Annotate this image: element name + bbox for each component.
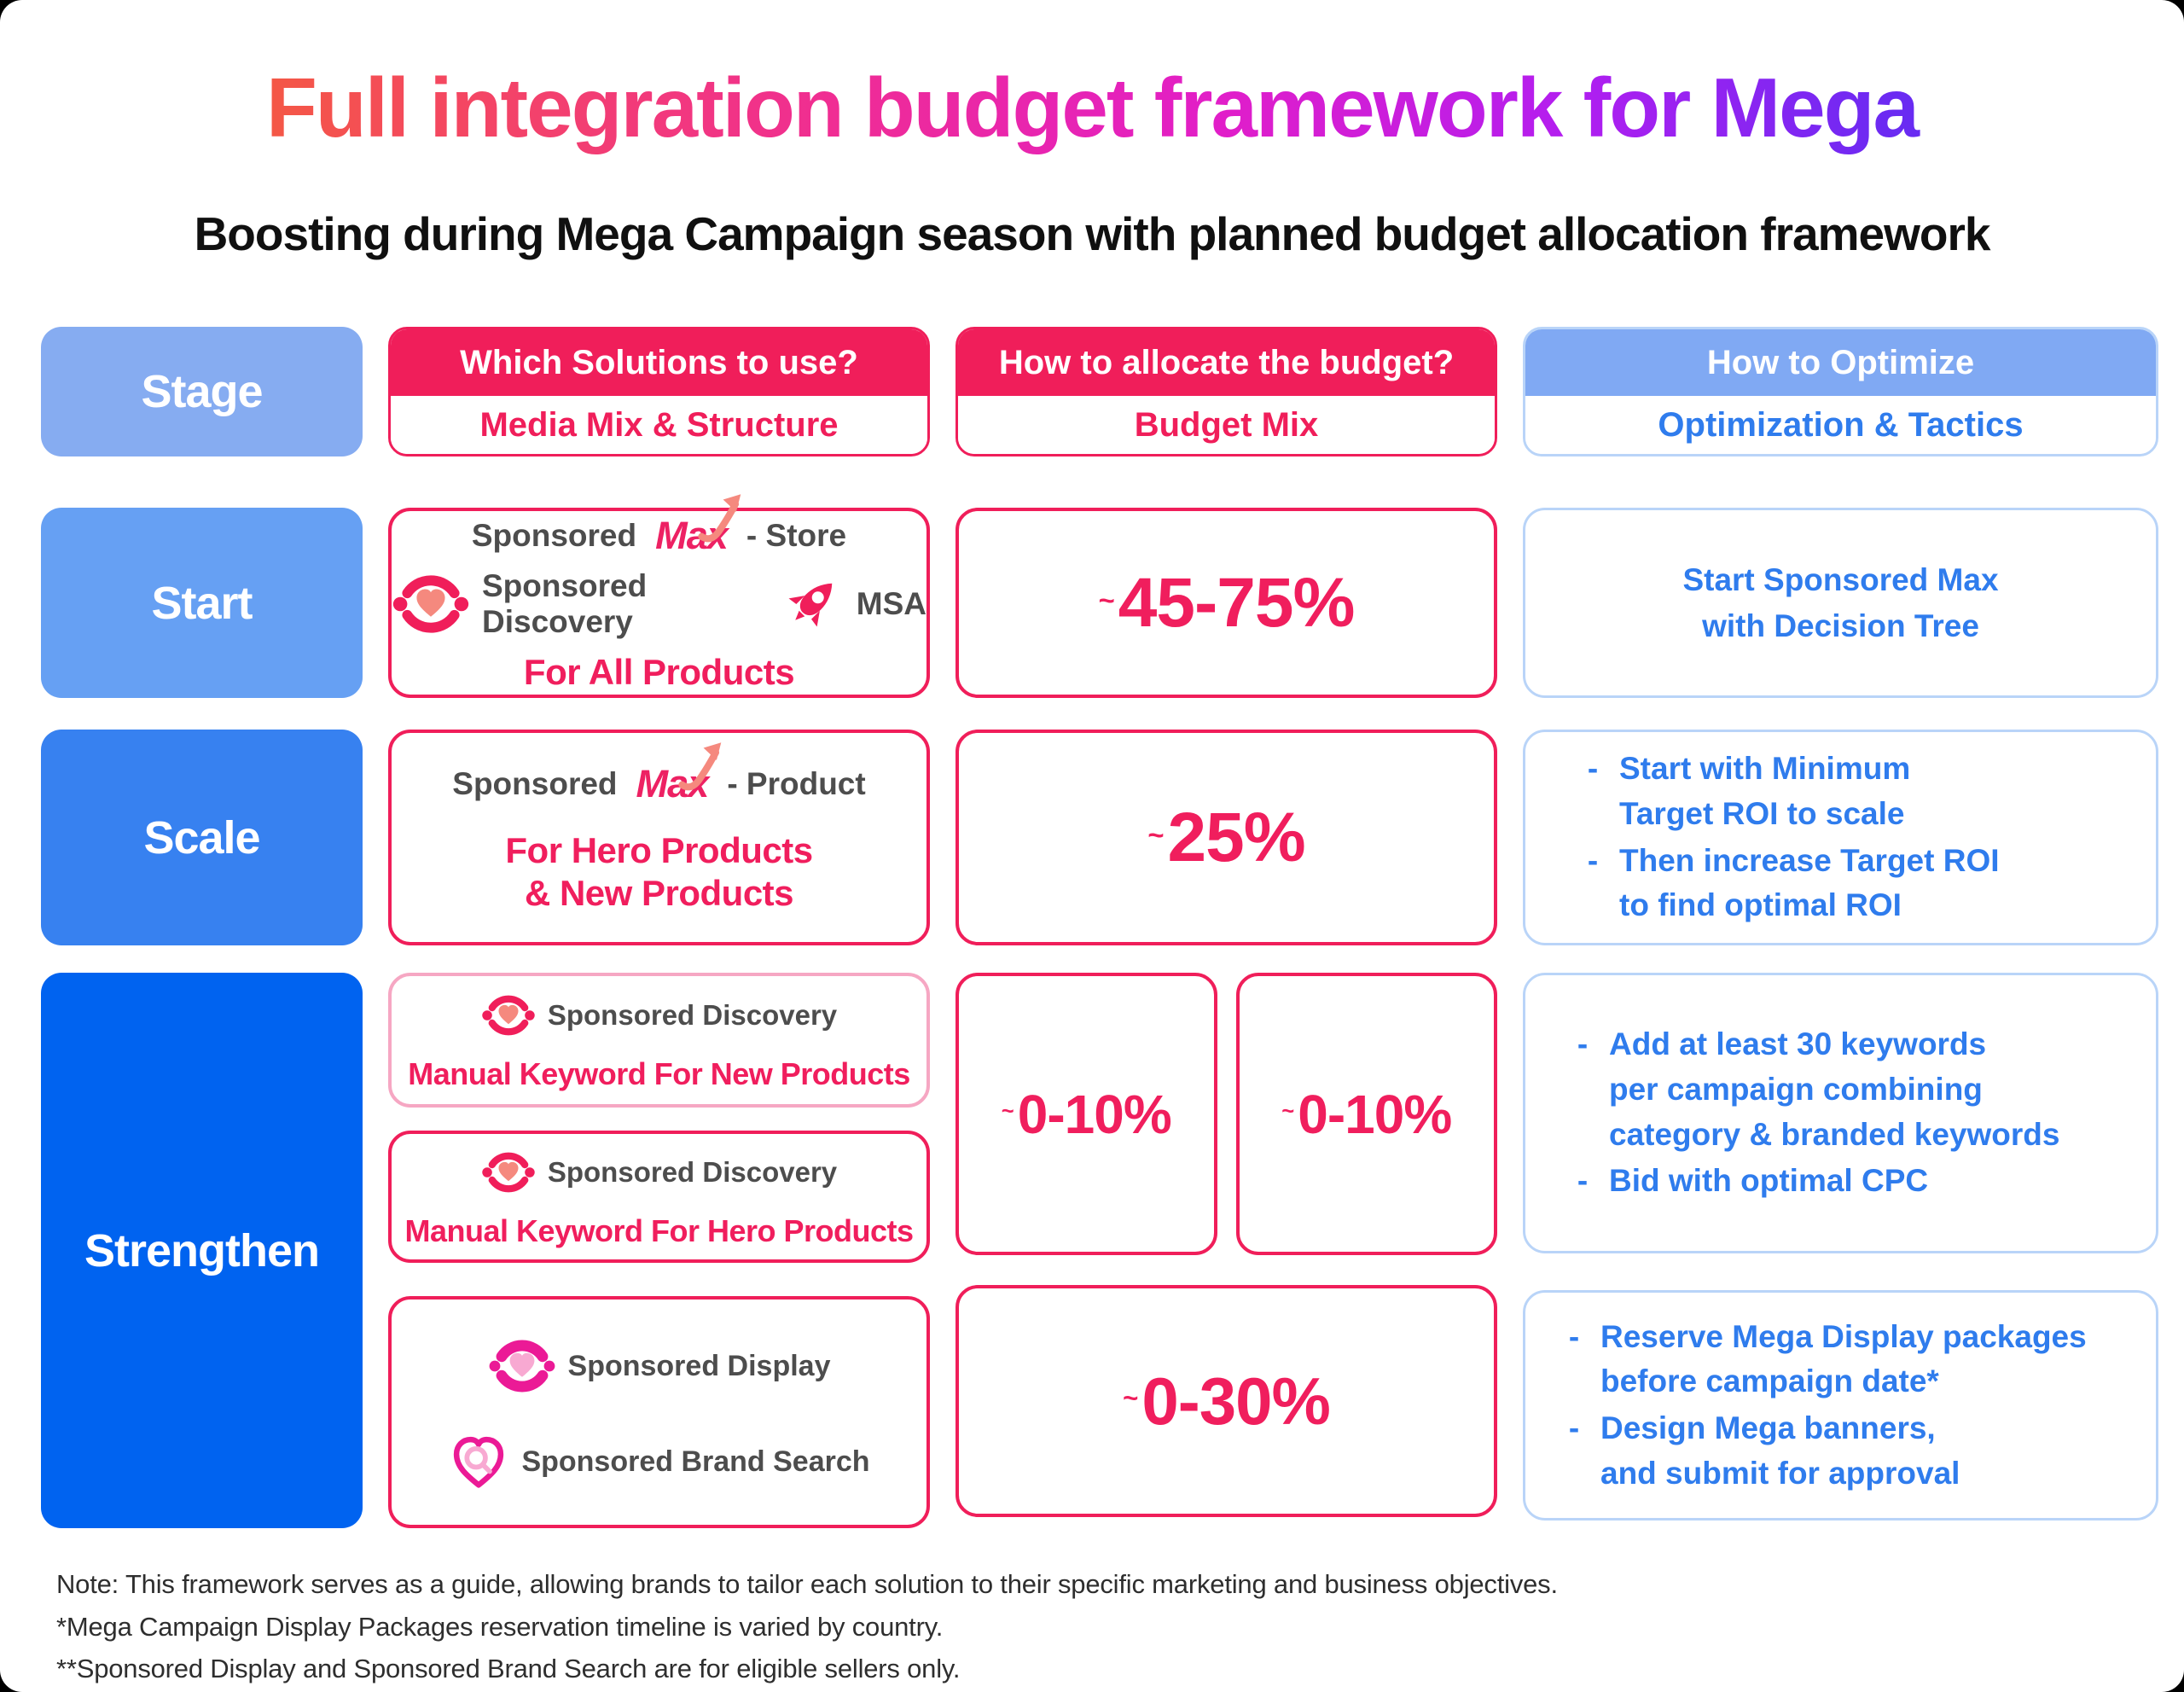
footnotes bbox=[56, 1563, 2018, 1690]
strengthen-display-bullet-1: - Reserve Mega Display packages before campaign date* bbox=[1566, 1315, 2139, 1404]
discovery-icon bbox=[481, 1145, 536, 1200]
header-optimize-label: Optimization & Tactics bbox=[1525, 396, 2156, 454]
bullet-dash: - bbox=[1587, 842, 1599, 878]
row-strengthen bbox=[41, 973, 2158, 1510]
header-optimize-question: How to Optimize bbox=[1525, 329, 2156, 396]
max-arrow-icon bbox=[677, 740, 723, 794]
msa-label: MSA bbox=[856, 585, 926, 621]
bullet-dash: - bbox=[1568, 1318, 1580, 1354]
sponsored-discovery-label: Sponsored Discovery bbox=[547, 999, 838, 1031]
scale-optimize-box bbox=[1523, 730, 2158, 945]
start-budget-value: 45-75% bbox=[1118, 563, 1355, 642]
approx-tilde: ~ bbox=[1123, 1382, 1138, 1413]
sponsored-max-logo bbox=[636, 762, 709, 806]
row-start bbox=[41, 508, 2158, 691]
strengthen-keyword-hero-box bbox=[388, 1131, 930, 1263]
header-budget bbox=[956, 327, 1497, 456]
start-optimize-box bbox=[1523, 508, 2158, 698]
approx-tilde: ~ bbox=[1281, 1099, 1294, 1124]
start-budget-box bbox=[956, 508, 1497, 698]
strengthen-keyword-new-box bbox=[388, 973, 930, 1108]
max-word: Max bbox=[636, 761, 709, 805]
strengthen-budget-new-box bbox=[956, 973, 1217, 1255]
footnote-display-packages: *Mega Campaign Display Packages reservation timeline is varied by country. bbox=[56, 1611, 944, 1642]
strengthen-solutions-column bbox=[388, 973, 930, 1528]
footnote-guide: Note: This framework serves as a guide, allowing brands to tailor each solution to their specific marketing and business objectives. bbox=[56, 1569, 1558, 1599]
bullet-dash: - bbox=[1568, 1410, 1580, 1445]
strengthen-budget-new-value: 0-10% bbox=[1017, 1083, 1171, 1145]
product-word: - Product bbox=[727, 765, 866, 801]
discovery-icon bbox=[392, 565, 470, 643]
manual-keyword-new-label: Manual Keyword For New Products bbox=[408, 1056, 910, 1091]
strengthen-display-box bbox=[388, 1296, 930, 1528]
sponsored-display-label: Sponsored Display bbox=[567, 1349, 831, 1382]
scale-budget-value: 25% bbox=[1167, 798, 1305, 876]
bullet-dash: - bbox=[1577, 1163, 1589, 1199]
max-word: Max bbox=[655, 513, 728, 557]
table-header-row bbox=[41, 327, 2158, 456]
approx-tilde: ~ bbox=[1098, 584, 1114, 616]
scale-solutions-box bbox=[388, 730, 930, 945]
rocket-icon bbox=[778, 571, 845, 637]
scale-optimize-bullet-2: - Then increase Target ROI to find optimal ROI bbox=[1585, 839, 2139, 928]
sponsored-discovery-label: Sponsored Discovery bbox=[547, 1155, 838, 1188]
strengthen-budget-display-value: 0-30% bbox=[1141, 1363, 1330, 1439]
header-solutions bbox=[388, 327, 930, 456]
header-solutions-question: Which Solutions to use? bbox=[391, 329, 927, 396]
start-solution-discovery-msa bbox=[392, 565, 926, 643]
header-optimize bbox=[1523, 327, 2158, 456]
bullet-dash: - bbox=[1577, 1026, 1589, 1062]
header-budget-label: Budget Mix bbox=[958, 396, 1495, 454]
strengthen-optimize-keywords-box bbox=[1523, 973, 2158, 1253]
sponsored-discovery-label: Sponsored Discovery bbox=[482, 567, 648, 639]
start-solution-footer: For All Products bbox=[523, 651, 795, 692]
sponsored-word: Sponsored bbox=[452, 765, 618, 801]
discovery-icon bbox=[481, 988, 536, 1043]
bullet-dash: - bbox=[1587, 751, 1599, 787]
strengthen-budget-column bbox=[956, 973, 1497, 1528]
sponsored-brand-search-label: Sponsored Brand Search bbox=[521, 1445, 870, 1478]
sponsored-word: Sponsored bbox=[471, 517, 637, 553]
page-title: Full integration budget framework for Mega bbox=[0, 60, 2184, 156]
start-solution-max-store bbox=[472, 514, 846, 558]
manual-keyword-hero-label: Manual Keyword For Hero Products bbox=[404, 1212, 914, 1248]
approx-tilde: ~ bbox=[1147, 818, 1164, 851]
start-optimize-line2: with Decision Tree bbox=[1702, 608, 1979, 643]
page-subtitle: Boosting during Mega Campaign season with planned budget allocation framework bbox=[194, 207, 1990, 260]
strengthen-budget-display-box bbox=[956, 1285, 1497, 1517]
stage-label-start: Start bbox=[41, 508, 363, 698]
stage-label-scale: Scale bbox=[41, 730, 363, 945]
header-solutions-label: Media Mix & Structure bbox=[391, 396, 927, 454]
max-arrow-icon bbox=[697, 491, 743, 546]
stage-label-strengthen: Strengthen bbox=[41, 973, 363, 1528]
strengthen-optimize-column bbox=[1523, 973, 2158, 1528]
row-scale bbox=[41, 730, 2158, 939]
brand-search-icon bbox=[448, 1431, 509, 1492]
strengthen-budget-hero-box bbox=[1236, 973, 1498, 1255]
scale-budget-box bbox=[956, 730, 1497, 945]
scale-solution-footer2: & New Products bbox=[524, 872, 794, 913]
header-budget-question: How to allocate the budget? bbox=[958, 329, 1495, 396]
header-stage: Stage bbox=[41, 327, 363, 456]
strengthen-keywords-bullet-1: - Add at least 30 keywords per campaign combining category & branded keywords bbox=[1575, 1022, 2139, 1157]
footnote-eligible-sellers: **Sponsored Display and Sponsored Brand Search are for eligible sellers only. bbox=[56, 1654, 961, 1684]
scale-solution-footer1: For Hero Products bbox=[505, 829, 813, 870]
start-solutions-box bbox=[388, 508, 930, 698]
scale-optimize-bullet-1: - Start with Minimum Target ROI to scale bbox=[1585, 747, 2139, 836]
display-heart-icon bbox=[488, 1332, 556, 1400]
start-optimize-line1: Start Sponsored Max bbox=[1682, 561, 1999, 597]
strengthen-keywords-bullet-2: - Bid with optimal CPC bbox=[1575, 1159, 2139, 1204]
strengthen-budget-hero-value: 0-10% bbox=[1298, 1083, 1452, 1145]
store-word: - Store bbox=[746, 517, 847, 553]
scale-solution-max-product bbox=[452, 762, 865, 806]
approx-tilde: ~ bbox=[1001, 1099, 1014, 1124]
sponsored-max-logo bbox=[655, 514, 728, 558]
strengthen-display-bullet-2: - Design Mega banners, and submit for approval bbox=[1566, 1406, 2139, 1496]
strengthen-optimize-display-box bbox=[1523, 1290, 2158, 1520]
